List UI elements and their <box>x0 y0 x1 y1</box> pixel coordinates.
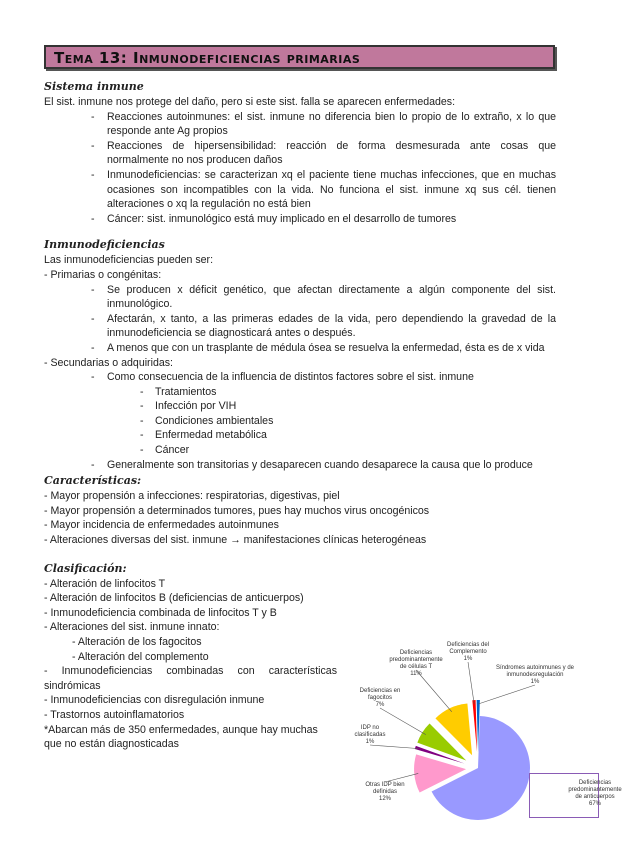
slice-percent: 11% <box>410 671 422 677</box>
section-heading: Clasificación: <box>44 561 127 575</box>
slice-label <box>387 650 445 678</box>
slice-label <box>565 780 625 808</box>
pie-chart <box>345 630 622 848</box>
slice-percent: 7% <box>375 702 385 708</box>
slice-percent: 67% <box>588 801 601 807</box>
page-title: Tema 13: Inmunodeficiencias primarias <box>54 49 361 67</box>
list-item: - A menos que con un trasplante de médula ósea se resuelva la enfermedad, ésta es de x vida <box>44 341 556 356</box>
slice-percent: 1% <box>463 656 473 662</box>
list-item <box>44 370 556 458</box>
sublist-item: - Enfermedad metabólica <box>107 428 556 443</box>
classification-list <box>44 577 337 752</box>
paragraph: - Primarias o congénitas: <box>44 268 162 281</box>
sublist-item: - Cáncer <box>107 443 556 458</box>
list-item: - Se producen x déficit genético, que afectan directamente a algún componente del sist. inmunológico. <box>44 283 556 312</box>
slice-label <box>355 688 405 709</box>
section-heading: Sistema inmune <box>44 80 144 93</box>
pie-slice <box>472 700 477 752</box>
section-heading: Inmunodeficiencias <box>44 238 165 252</box>
paragraph: - Alteraciones del sist. inmune innato: <box>44 621 220 634</box>
slice-label-text: Deficiencias del Complemento <box>446 642 490 655</box>
leader-line <box>385 773 418 782</box>
paragraph: - Mayor propensión a determinados tumores, pues hay muchos virus oncogénicos <box>44 504 430 517</box>
paragraph: - Alteraciones diversas del sist. inmune → manifestaciones clínicas heterogéneas <box>44 534 427 547</box>
slice-label-text: IDP no clasificadas <box>354 725 386 738</box>
paragraph: - Alteración de linfocitos T <box>44 577 166 590</box>
title-banner <box>44 45 555 69</box>
paragraph: - Inmunodeficiencias combinadas con características sindrómicas <box>44 665 337 692</box>
paragraph: Las inmunodeficiencias pueden ser: <box>44 254 214 267</box>
slice-label <box>365 782 405 803</box>
list <box>44 370 556 472</box>
paragraph: - Inmunodeficiencia combinada de linfocitos T y B <box>44 606 277 619</box>
sublist-item: - Tratamientos <box>107 385 556 400</box>
list-item-text: Como consecuencia de la influencia de distintos factores sobre el sist. inmune <box>107 371 474 384</box>
paragraph: - Inmunodeficiencias con disregulación inmune <box>44 694 265 707</box>
paragraph: *Abarcan más de 350 enfermedades, aunque hay muchas que no están diagnosticadas <box>44 723 318 751</box>
leader-line <box>478 685 535 704</box>
slice-label <box>443 642 493 663</box>
slice-label <box>495 665 575 686</box>
section-heading: Características: <box>44 474 142 488</box>
paragraph: - Mayor incidencia de enfermedades autoinmunes <box>44 519 279 532</box>
slice-percent: 1% <box>530 679 540 685</box>
slice-percent: 12% <box>378 796 391 802</box>
list <box>44 110 556 227</box>
slice-label-text: Deficiencias predominantemente de anticuerpos <box>568 780 622 800</box>
paragraph: El sist. inmune nos protege del daño, pero si este sist. falla se aparecen enfermedades: <box>44 96 456 108</box>
paragraph: - Alteración del complemento <box>72 650 209 663</box>
list-item: - Reacciones autoinmunes: el sist. inmune no diferencia bien lo propio de lo extraño, x lo que responde ante Ag propios <box>44 110 556 139</box>
slice-percent: 1% <box>365 739 375 745</box>
slice-label <box>350 725 390 746</box>
leader-line <box>468 662 474 704</box>
slice-label-text: Deficiencias en fagocitos <box>359 688 401 701</box>
paragraph: - Mayor propensión a infecciones: respiratorias, digestivas, piel <box>44 490 340 503</box>
slice-label-text: Otras IDP bien definidas <box>365 782 405 795</box>
paragraph: - Secundarias o adquiridas: <box>44 356 173 369</box>
list <box>44 283 556 356</box>
paragraph: - Trastornos autoinflamatorios <box>44 708 185 721</box>
list-item: - Afectarán, x tanto, a las primeras edades de la vida, pero dependiendo la gravedad de la inmunodeficiencia se diagnosticará antes o después. <box>44 312 556 341</box>
list-item: - Reacciones de hipersensibilidad: reacción de forma desmesurada ante cosas que normalmente no nos producen daños <box>44 139 556 168</box>
list-item: - Inmunodeficiencias: se caracterizan xq el paciente tiene muchas infecciones, que en muchas ocasiones son incompatibles con la vida. No funciona el sist. inmune xq sus cél. tienen alteraciones o xq la regulación no está bien <box>44 168 556 212</box>
paragraph: - Alteración de linfocitos B (deficiencias de anticuerpos) <box>44 592 304 605</box>
sublist-item: - Condiciones ambientales <box>107 414 556 429</box>
paragraph: - Alteración de los fagocitos <box>72 636 202 648</box>
sublist-item: - Infección por VIH <box>107 399 556 414</box>
list-item: - Cáncer: sist. inmunológico está muy implicado en el desarrollo de tumores <box>44 212 556 227</box>
slice-label-text: Síndromes autoinmunes y de inmunodesregulación <box>495 665 575 678</box>
sublist <box>107 385 556 458</box>
slice-label-text: Deficiencias predominantemente de células T <box>389 650 443 670</box>
list-item: - Generalmente son transitorias y desaparecen cuando desaparece la causa que lo produce <box>44 458 556 473</box>
